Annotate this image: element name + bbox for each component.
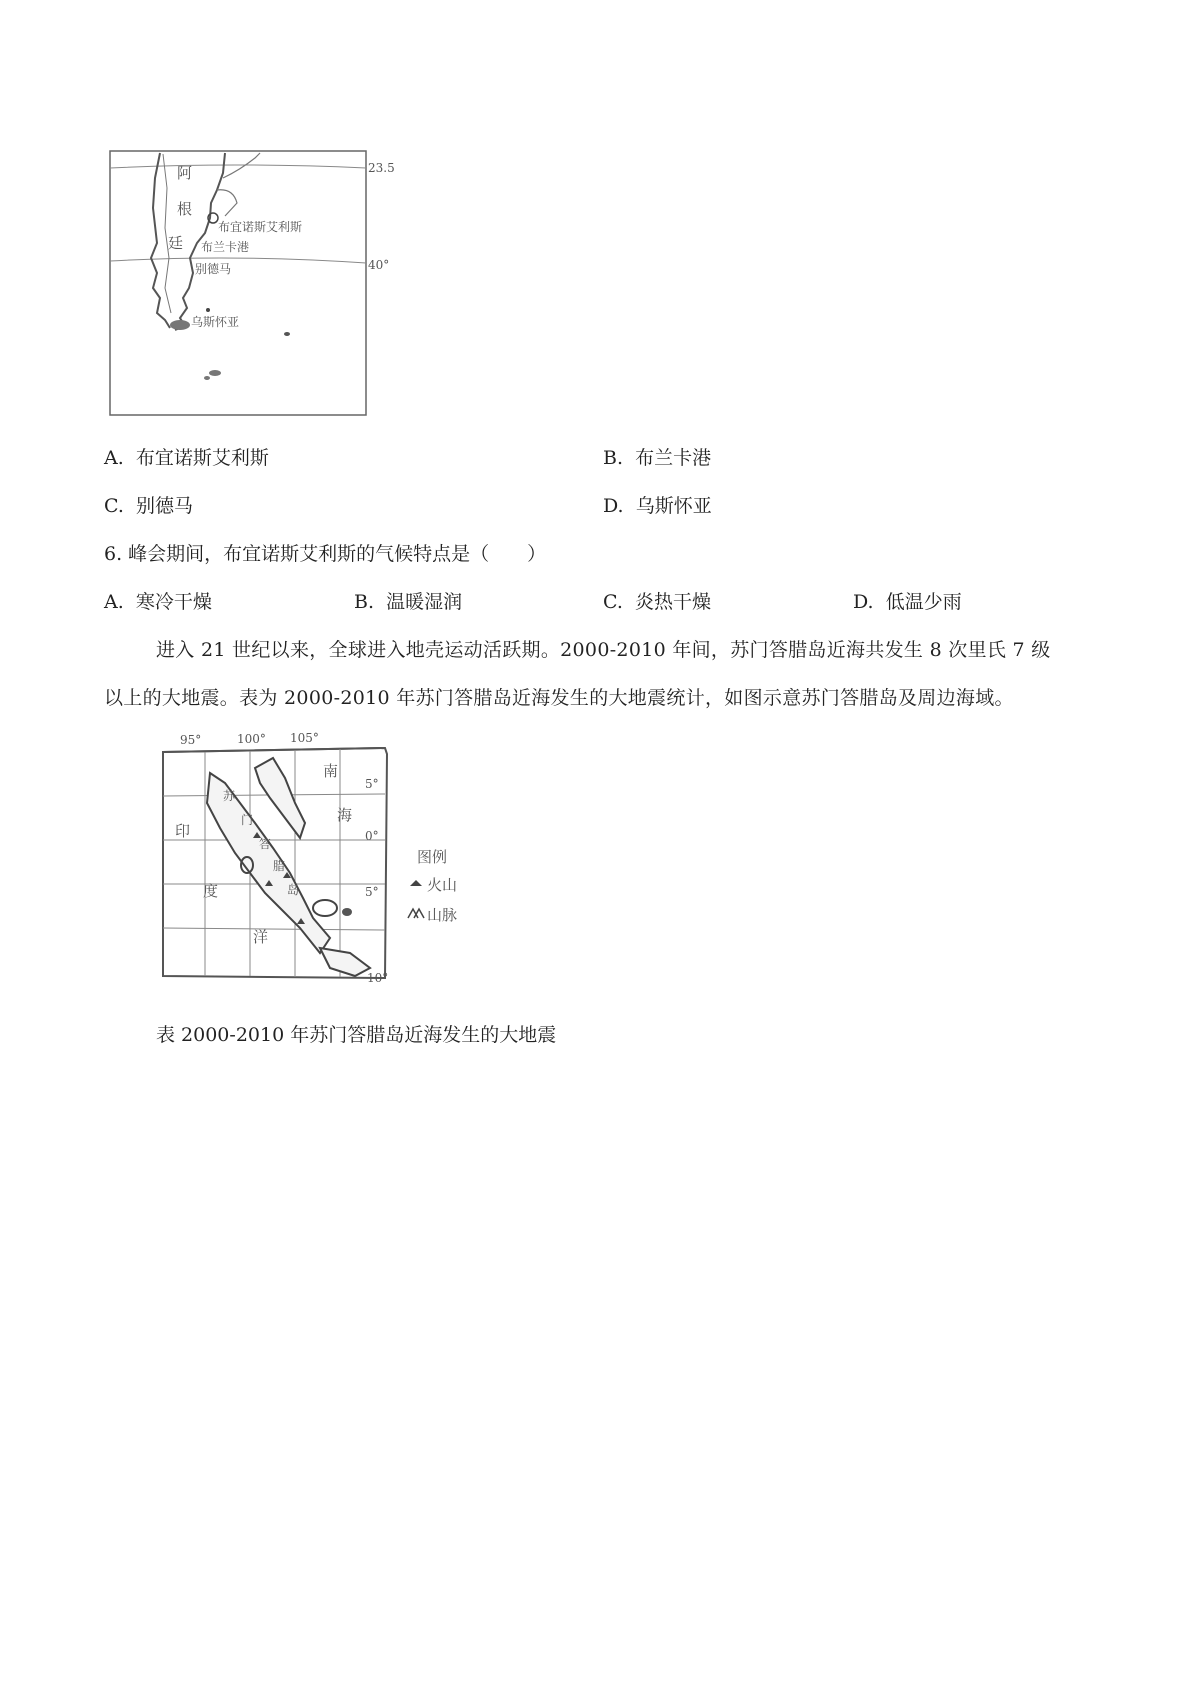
country-char: 根: [177, 200, 193, 218]
map-frame: [110, 151, 366, 415]
legend-title: 图例: [417, 848, 448, 866]
passage-line-1: 进入 21 世纪以来，全球进入地壳运动活跃期。2000-2010 年间，苏门答腊岛近海共发生 8 次里氏 7 级: [156, 639, 1051, 661]
q6-option-a: A. 寒冷干燥: [104, 591, 212, 613]
q6-option-b: B. 温暖湿润: [354, 591, 463, 613]
lat40-line: [110, 258, 366, 263]
place-label-buenos-aires: 布宜诺斯艾利斯: [218, 220, 303, 234]
island-char: 苏: [223, 789, 236, 803]
legend-item-volcano: 火山: [427, 876, 458, 894]
malay-peninsula: [255, 758, 305, 838]
ocean-char: 印: [175, 822, 191, 840]
tierra-del-fuego: [170, 320, 190, 330]
mountain-legend-icon: [408, 909, 424, 918]
q6-option-d: D. 低温少雨: [853, 591, 962, 613]
place-label-viedma: 别德马: [195, 262, 232, 276]
sea-char: 海: [337, 806, 353, 824]
place-label-ushuaia: 乌斯怀亚: [191, 315, 240, 329]
volcano-legend-icon: [410, 880, 422, 886]
java-island: [320, 948, 370, 976]
tropic-line: [110, 165, 366, 168]
country-char: 阿: [177, 164, 193, 182]
ocean-char: 度: [203, 882, 219, 900]
place-label-bahia-blanca: 布兰卡港: [201, 240, 250, 254]
lat-label: 10°: [367, 971, 389, 985]
table-caption: 表 2000-2010 年苏门答腊岛近海发生的大地震: [156, 1024, 557, 1046]
q5-option-a: A. 布宜诺斯艾利斯: [104, 447, 269, 469]
island-char: 腊: [273, 859, 286, 873]
q6-option-c: C. 炎热干燥: [603, 591, 712, 613]
argentina-map: [105, 148, 405, 423]
legend-item-mountain: 山脉: [427, 906, 458, 924]
country-char: 廷: [168, 234, 184, 252]
lat-label: 5°: [365, 777, 379, 791]
passage-line-2: 以上的大地震。表为 2000-2010 年苏门答腊岛近海发生的大地震统计，如图示意苏门答腊岛及周边海域。: [104, 687, 1014, 709]
island-char: 答: [259, 837, 272, 851]
island-char: 岛: [287, 883, 300, 897]
sea-char: 南: [323, 762, 339, 780]
island-char: 门: [241, 813, 254, 827]
q5-option-d: D. 乌斯怀亚: [603, 495, 712, 517]
q6-stem: 6. 峰会期间，布宜诺斯艾利斯的气候特点是（ ）: [104, 543, 547, 565]
lat-label-40: 40°: [368, 258, 390, 272]
lon-label: 100°: [237, 732, 266, 746]
lon-label: 105°: [290, 731, 319, 745]
q5-option-c: C. 别德马: [104, 495, 194, 517]
sumatra-map: [155, 728, 500, 990]
lat-label: 0°: [365, 829, 379, 843]
lat-label: 5°: [365, 885, 379, 899]
q5-option-b: B. 布兰卡港: [603, 447, 712, 469]
lon-label: 95°: [180, 733, 202, 747]
lat-label-23-5: 23.5: [368, 161, 395, 175]
ocean-char: 洋: [253, 928, 269, 946]
